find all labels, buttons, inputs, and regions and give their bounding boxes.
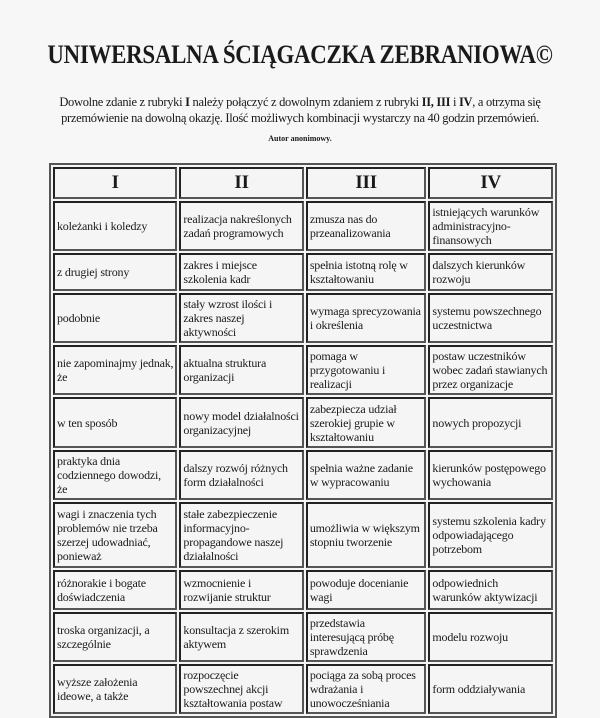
table-cell: postaw uczestników wobec zadań stawianych przez organizacje <box>428 345 553 395</box>
table-cell: nowy model działalności organizacyjnej <box>179 397 303 448</box>
table-row <box>53 502 553 568</box>
table-cell: nie zapominajmy jednak, że <box>53 345 177 395</box>
table-row <box>53 612 553 662</box>
intro-column-ref: II, III <box>421 95 451 109</box>
intro-text: i <box>450 95 459 109</box>
table-header-row <box>53 167 553 199</box>
table-cell: aktualna struktura organizacji <box>179 345 303 395</box>
table-cell: spełnia ważne zadanie w wypracowaniu <box>306 450 427 500</box>
table-row <box>53 397 553 448</box>
table-cell: dalszych kierunków rozwoju <box>428 253 553 291</box>
table-cell: wyższe założenia ideowe, a także <box>53 664 177 714</box>
table-cell: pomaga w przygotowaniu i realizacji <box>306 345 427 395</box>
table-cell: powoduje docenianie wagi <box>306 570 427 610</box>
table-row <box>53 293 553 343</box>
table-cell: konsultacja z szerokim aktywem <box>179 612 303 662</box>
page-title: UNIWERSALNA ŚCIĄGACZKA ZEBRANIOWA© <box>47 40 553 69</box>
table-row <box>53 570 553 610</box>
table-cell: systemu powszechnego uczestnictwa <box>428 293 553 343</box>
intro-column-ref: IV <box>458 95 473 109</box>
table-cell: modelu rozwoju <box>428 612 553 662</box>
column-header: I <box>53 167 177 199</box>
table-cell: różnorakie i bogate doświadczenia <box>53 570 177 610</box>
table-cell: zmusza nas do przeanalizowania <box>306 201 427 251</box>
table-cell: z drugiej strony <box>53 253 177 291</box>
table-cell: troska organizacji, a szczególnie <box>53 612 177 662</box>
table-cell: dalszy rozwój różnych form działalności <box>179 450 303 500</box>
intro-text: , a otrzyma się przemówienie na dowolną okazję. Ilość możliwych kombinacji wystarczy na 40 godzin przemówień. <box>61 95 541 125</box>
table-cell: nowych propozycji <box>428 397 553 448</box>
table-cell: realizacja nakreślonych zadań programowych <box>179 201 303 251</box>
author-note: Autor anonimowy. <box>268 134 332 143</box>
intro-text: Dowolne zdanie z rubryki <box>59 95 186 109</box>
table-cell: stałe zabezpieczenie informacyjno-propagandowe naszej działalności <box>179 502 303 568</box>
table-cell: zakres i miejsce szkolenia kadr <box>179 253 303 291</box>
table-cell: odpowiednich warunków aktywizacji <box>428 570 553 610</box>
table-cell: umożliwia w większym stopniu tworzenie <box>306 502 427 568</box>
intro-column-ref: I <box>185 95 190 109</box>
table-cell: stały wzrost ilości i zakres naszej aktywności <box>179 293 303 343</box>
table-row <box>53 201 553 251</box>
intro-paragraph <box>30 94 570 126</box>
table-cell: pociąga za sobą proces wdrażania i unowocześniania <box>306 664 427 714</box>
table-cell: w ten sposób <box>53 397 177 448</box>
table-cell: systemu szkolenia kadry odpowiadającego potrzebom <box>428 502 553 568</box>
column-header: II <box>179 167 303 199</box>
table-row <box>53 450 553 500</box>
table-cell: praktyka dnia codziennego dowodzi, że <box>53 450 177 500</box>
table-row <box>53 253 553 291</box>
table-cell: istniejących warunków administracyjno-finansowych <box>428 201 553 251</box>
table-row <box>53 345 553 395</box>
table-cell: wagi i znaczenia tych problemów nie trzeba szerzej udowadniać, ponieważ <box>53 502 177 568</box>
table-cell: spełnia istotną rolę w kształtowaniu <box>306 253 427 291</box>
table-cell: podobnie <box>53 293 177 343</box>
column-header: III <box>306 167 427 199</box>
table-cell: kierunków postępowego wychowania <box>428 450 553 500</box>
table-row <box>53 664 553 714</box>
table-cell: wzmocnienie i rozwijanie struktur <box>179 570 303 610</box>
phrase-table <box>49 163 557 718</box>
column-header: IV <box>428 167 553 199</box>
table-cell: rozpoczęcie powszechnej akcji kształtowania postaw <box>179 664 303 714</box>
table-cell: wymaga sprecyzowania i określenia <box>306 293 427 343</box>
table-cell: zabezpiecza udział szerokiej grupie w kształtowaniu <box>306 397 427 448</box>
table-cell: przedstawia interesującą próbę sprawdzenia <box>306 612 427 662</box>
intro-text: należy połączyć z dowolnym zdaniem z rubryki <box>189 95 422 109</box>
table-cell: koleżanki i koledzy <box>53 201 177 251</box>
table-cell: form oddziaływania <box>428 664 553 714</box>
